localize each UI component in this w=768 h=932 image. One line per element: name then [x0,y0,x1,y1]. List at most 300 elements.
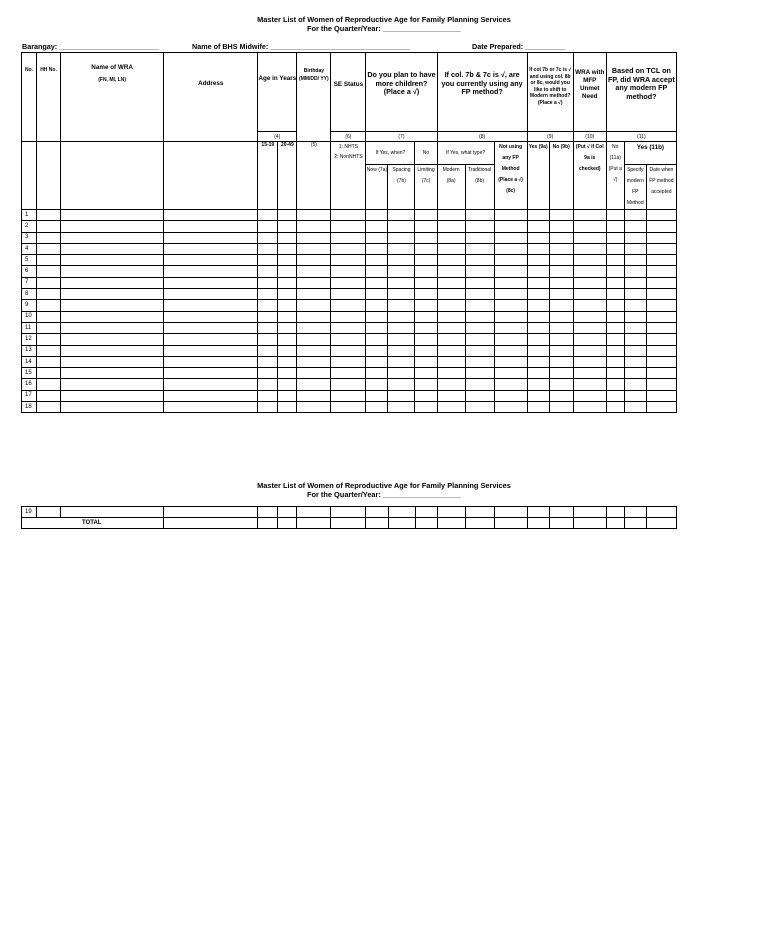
cell[interactable] [573,507,606,518]
cell[interactable] [61,300,164,311]
cell[interactable] [437,289,465,300]
cell[interactable] [549,277,573,288]
cell[interactable] [331,345,366,356]
cell[interactable] [527,232,549,243]
cell[interactable] [61,345,164,356]
cell[interactable] [164,243,258,254]
cell[interactable] [606,266,624,277]
cell[interactable] [465,300,494,311]
cell[interactable] [297,345,331,356]
cell[interactable] [61,277,164,288]
cell[interactable] [278,322,297,333]
cell[interactable] [388,289,415,300]
cell[interactable] [366,322,388,333]
cell[interactable] [415,507,437,518]
cell[interactable] [61,507,164,518]
cell[interactable] [278,210,297,221]
cell[interactable] [465,322,494,333]
cell[interactable] [494,518,527,529]
cell[interactable] [164,322,258,333]
cell[interactable] [258,277,278,288]
cell[interactable] [606,507,624,518]
cell[interactable] [573,300,606,311]
cell[interactable] [573,210,606,221]
cell[interactable] [415,402,437,413]
cell[interactable] [646,402,676,413]
cell[interactable] [646,390,676,401]
cell[interactable] [606,277,624,288]
cell[interactable] [366,402,388,413]
cell[interactable] [258,368,278,379]
cell[interactable] [549,210,573,221]
cell[interactable] [646,311,676,322]
cell[interactable] [494,232,527,243]
cell[interactable] [61,368,164,379]
cell[interactable] [624,289,646,300]
cell[interactable] [606,210,624,221]
cell[interactable] [573,379,606,390]
cell[interactable] [61,390,164,401]
cell[interactable] [37,379,61,390]
cell[interactable] [164,289,258,300]
cell[interactable] [278,311,297,322]
cell[interactable] [37,243,61,254]
cell[interactable] [415,368,437,379]
cell[interactable] [494,345,527,356]
barangay-field[interactable]: Barangay: _________________________ [22,42,160,51]
cell[interactable] [646,243,676,254]
cell[interactable] [61,221,164,232]
cell[interactable] [549,289,573,300]
cell[interactable] [61,289,164,300]
cell[interactable] [465,311,494,322]
cell[interactable] [494,266,527,277]
cell[interactable] [465,356,494,367]
cell[interactable] [297,300,331,311]
cell[interactable] [258,356,278,367]
cell[interactable] [297,356,331,367]
cell[interactable] [415,518,437,529]
cell[interactable] [278,402,297,413]
cell[interactable] [494,210,527,221]
cell[interactable] [624,368,646,379]
cell[interactable] [465,368,494,379]
cell[interactable] [278,334,297,345]
cell[interactable] [646,232,676,243]
cell[interactable] [297,518,331,529]
cell[interactable] [573,390,606,401]
cell[interactable] [415,322,437,333]
cell[interactable] [646,507,676,518]
cell[interactable] [415,300,437,311]
cell[interactable] [388,221,415,232]
cell[interactable] [388,210,415,221]
cell[interactable] [331,322,366,333]
cell[interactable] [646,379,676,390]
cell[interactable] [366,507,388,518]
cell[interactable] [297,255,331,266]
cell[interactable] [494,243,527,254]
cell[interactable] [37,368,61,379]
cell[interactable] [37,402,61,413]
cell[interactable] [549,345,573,356]
cell[interactable] [624,243,646,254]
cell[interactable] [465,255,494,266]
cell[interactable] [549,356,573,367]
cell[interactable] [527,379,549,390]
cell[interactable] [388,356,415,367]
cell[interactable] [624,300,646,311]
cell[interactable] [164,345,258,356]
cell[interactable] [415,311,437,322]
cell[interactable] [494,379,527,390]
cell[interactable] [164,300,258,311]
cell[interactable] [415,356,437,367]
cell[interactable] [437,311,465,322]
cell[interactable] [331,390,366,401]
cell[interactable] [331,243,366,254]
cell[interactable] [646,255,676,266]
cell[interactable] [258,379,278,390]
cell[interactable] [494,390,527,401]
cell[interactable] [624,210,646,221]
cell[interactable] [278,277,297,288]
cell[interactable] [606,243,624,254]
cell[interactable] [494,334,527,345]
cell[interactable] [415,232,437,243]
cell[interactable] [278,221,297,232]
cell[interactable] [624,379,646,390]
cell[interactable] [258,300,278,311]
cell[interactable] [366,311,388,322]
cell[interactable] [278,243,297,254]
cell[interactable] [37,345,61,356]
cell[interactable] [624,221,646,232]
cell[interactable] [164,356,258,367]
cell[interactable] [415,277,437,288]
cell[interactable] [297,402,331,413]
cell[interactable] [61,402,164,413]
cell[interactable] [573,518,606,529]
cell[interactable] [258,334,278,345]
cell[interactable] [388,243,415,254]
cell[interactable] [258,390,278,401]
cell[interactable] [388,232,415,243]
cell[interactable] [164,266,258,277]
cell[interactable] [331,368,366,379]
cell[interactable] [37,221,61,232]
cell[interactable] [415,379,437,390]
cell[interactable] [494,402,527,413]
cell[interactable] [388,334,415,345]
cell[interactable] [527,266,549,277]
cell[interactable] [465,390,494,401]
cell[interactable] [278,368,297,379]
cell[interactable] [573,289,606,300]
cell[interactable] [573,266,606,277]
cell[interactable] [606,518,624,529]
cell[interactable] [297,379,331,390]
cell[interactable] [331,507,366,518]
cell[interactable] [624,518,646,529]
cell[interactable] [646,322,676,333]
cell[interactable] [573,232,606,243]
cell[interactable] [37,322,61,333]
cell[interactable] [606,379,624,390]
cell[interactable] [366,243,388,254]
cell[interactable] [573,334,606,345]
cell[interactable] [278,379,297,390]
cell[interactable] [465,518,494,529]
cell[interactable] [549,266,573,277]
cell[interactable] [61,322,164,333]
cell[interactable] [606,221,624,232]
cell[interactable] [297,243,331,254]
cell[interactable] [573,345,606,356]
cell[interactable] [164,221,258,232]
cell[interactable] [527,255,549,266]
cell[interactable] [331,232,366,243]
cell[interactable] [437,221,465,232]
cell[interactable] [258,311,278,322]
cell[interactable] [465,277,494,288]
cell[interactable] [297,266,331,277]
cell[interactable] [297,390,331,401]
cell[interactable] [527,221,549,232]
cell[interactable] [549,255,573,266]
cell[interactable] [258,507,278,518]
cell[interactable] [258,322,278,333]
cell[interactable] [465,402,494,413]
cell[interactable] [494,368,527,379]
cell[interactable] [573,402,606,413]
cell[interactable] [278,255,297,266]
cell[interactable] [164,390,258,401]
cell[interactable] [437,300,465,311]
cell[interactable] [278,300,297,311]
cell[interactable] [366,289,388,300]
cell[interactable] [549,322,573,333]
cell[interactable] [331,311,366,322]
cell[interactable] [646,368,676,379]
cell[interactable] [164,334,258,345]
cell[interactable] [646,277,676,288]
cell[interactable] [624,356,646,367]
cell[interactable] [258,221,278,232]
cell[interactable] [388,277,415,288]
cell[interactable] [549,390,573,401]
cell[interactable] [278,390,297,401]
cell[interactable] [494,322,527,333]
cell[interactable] [331,289,366,300]
cell[interactable] [606,356,624,367]
cell[interactable] [297,277,331,288]
cell[interactable] [494,277,527,288]
cell[interactable] [388,255,415,266]
cell[interactable] [573,277,606,288]
cell[interactable] [297,289,331,300]
cell[interactable] [573,311,606,322]
cell[interactable] [549,232,573,243]
cell[interactable] [61,210,164,221]
cell[interactable] [164,255,258,266]
cell[interactable] [164,232,258,243]
cell[interactable] [258,255,278,266]
cell[interactable] [494,311,527,322]
cell[interactable] [415,210,437,221]
cell[interactable] [366,277,388,288]
cell[interactable] [331,300,366,311]
cell[interactable] [494,507,527,518]
cell[interactable] [527,311,549,322]
cell[interactable] [258,289,278,300]
cell[interactable] [437,255,465,266]
cell[interactable] [415,255,437,266]
cell[interactable] [37,390,61,401]
cell[interactable] [624,255,646,266]
cell[interactable] [527,243,549,254]
cell[interactable] [573,322,606,333]
cell[interactable] [297,210,331,221]
cell[interactable] [494,300,527,311]
cell[interactable] [415,243,437,254]
cell[interactable] [37,311,61,322]
cell[interactable] [465,507,494,518]
cell[interactable] [573,356,606,367]
cell[interactable] [37,277,61,288]
cell[interactable] [527,402,549,413]
cell[interactable] [437,356,465,367]
cell[interactable] [278,507,297,518]
cell[interactable] [437,345,465,356]
cell[interactable] [388,322,415,333]
cell[interactable] [624,507,646,518]
cell[interactable] [527,322,549,333]
cell[interactable] [61,379,164,390]
cell[interactable] [606,322,624,333]
cell[interactable] [37,300,61,311]
cell[interactable] [624,390,646,401]
cell[interactable] [415,345,437,356]
cell[interactable] [646,518,676,529]
cell[interactable] [366,221,388,232]
cell[interactable] [331,266,366,277]
cell[interactable] [624,277,646,288]
cell[interactable] [366,368,388,379]
cell[interactable] [606,368,624,379]
cell[interactable] [388,507,415,518]
cell[interactable] [494,356,527,367]
cell[interactable] [61,232,164,243]
cell[interactable] [258,345,278,356]
cell[interactable] [606,289,624,300]
cell[interactable] [549,507,573,518]
midwife-field[interactable]: Name of BHS Midwife: ___________________________________ [192,42,411,51]
cell[interactable] [465,289,494,300]
cell[interactable] [388,379,415,390]
cell[interactable] [549,243,573,254]
cell[interactable] [465,379,494,390]
cell[interactable] [624,334,646,345]
cell[interactable] [164,277,258,288]
cell[interactable] [415,390,437,401]
cell[interactable] [366,300,388,311]
cell[interactable] [388,311,415,322]
cell[interactable] [297,507,331,518]
cell[interactable] [527,345,549,356]
cell[interactable] [415,266,437,277]
cell[interactable] [606,232,624,243]
cell[interactable] [437,379,465,390]
cell[interactable] [61,334,164,345]
cell[interactable] [465,221,494,232]
cell[interactable] [624,232,646,243]
cell[interactable] [258,266,278,277]
cell[interactable] [258,232,278,243]
cell[interactable] [278,356,297,367]
cell[interactable] [61,311,164,322]
cell[interactable] [278,289,297,300]
cell[interactable] [646,289,676,300]
cell[interactable] [388,300,415,311]
cell[interactable] [164,402,258,413]
cell[interactable] [297,368,331,379]
cell[interactable] [331,221,366,232]
cell[interactable] [465,232,494,243]
cell[interactable] [646,334,676,345]
cell[interactable] [573,255,606,266]
cell[interactable] [164,311,258,322]
cell[interactable] [606,334,624,345]
cell[interactable] [465,334,494,345]
cell[interactable] [573,243,606,254]
cell[interactable] [37,507,61,518]
cell[interactable] [437,368,465,379]
cell[interactable] [297,322,331,333]
cell[interactable] [366,232,388,243]
cell[interactable] [388,266,415,277]
cell[interactable] [549,221,573,232]
cell[interactable] [527,300,549,311]
cell[interactable] [278,345,297,356]
cell[interactable] [573,368,606,379]
cell[interactable] [437,322,465,333]
cell[interactable] [465,243,494,254]
cell[interactable] [415,289,437,300]
cell[interactable] [331,277,366,288]
cell[interactable] [297,311,331,322]
cell[interactable] [61,356,164,367]
cell[interactable] [549,368,573,379]
cell[interactable] [437,507,465,518]
cell[interactable] [465,266,494,277]
cell[interactable] [437,210,465,221]
cell[interactable] [415,334,437,345]
cell[interactable] [388,518,415,529]
cell[interactable] [331,356,366,367]
cell[interactable] [606,402,624,413]
cell[interactable] [258,210,278,221]
cell[interactable] [494,221,527,232]
cell[interactable] [297,221,331,232]
cell[interactable] [527,390,549,401]
cell[interactable] [606,345,624,356]
cell[interactable] [37,289,61,300]
cell[interactable] [646,210,676,221]
cell[interactable] [646,345,676,356]
cell[interactable] [278,266,297,277]
cell[interactable] [646,300,676,311]
